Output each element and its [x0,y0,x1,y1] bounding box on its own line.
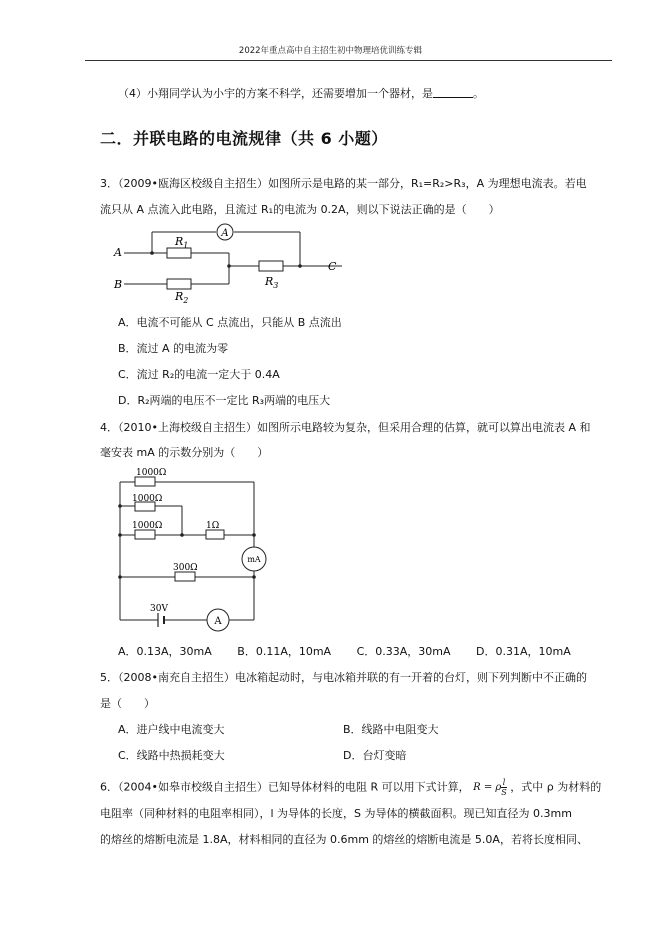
node-dot [252,533,256,537]
r-middle-label: 1000Ω [132,494,163,504]
node-dot [180,533,184,537]
q4-options [118,644,618,660]
node-dot [118,504,122,508]
q4-option-b: B．0.11A，10mA [237,645,332,658]
r-top-label: 1000Ω [136,468,167,478]
answer-blank [433,86,473,98]
header-rule [85,60,612,61]
node-dot [150,251,154,255]
q3-line2: 流只从 A 点流入此电路，且流过 R₁的电流为 0.2A，则以下说法正确的是（ ） [100,203,500,216]
r-small-label: 1Ω [206,521,220,531]
resistor-300ohm [175,572,195,581]
milliammeter-label: mA [247,555,261,564]
resistor-1ohm [206,530,224,539]
section-title: 二．并联电路的电流规律（共 6 小题） [100,129,388,148]
formula-lhs: R = ρ [473,782,502,793]
r3-resistor [259,261,283,271]
formula-denominator: S [501,788,507,797]
q3-circuit-diagram [112,222,352,304]
r-lower-label: 1000Ω [132,521,163,531]
q6-line2: 电阻率（同种材料的电阻率相同），l 为导体的长度，S 为导体的横截面积。现已知直径为 0.3mm [100,807,572,820]
node-dot [252,575,256,579]
q5-option-b: B．线路中电阻变大 [343,723,439,736]
q3-option-b: B．流过 A 的电流为零 [118,342,229,355]
r1-label: $R_1$ [175,235,189,250]
q3-option-a: A．电流不可能从 C 点流出，只能从 B 点流出 [118,316,342,329]
r2-resistor [167,279,191,289]
q4-option-c: C．0.33A，30mA [356,645,451,658]
q5-option-c: C．线路中热损耗变大 [118,749,225,762]
q4-line1: 4．（2010•上海校级自主招生）如图所示电路较为复杂，但采用合理的估算，就可以算出电流表 A 和 [100,421,591,434]
q5-option-a: A．进户线中电流变大 [118,723,225,736]
q4-circuit-diagram [110,462,270,634]
prev-item-line [118,86,638,102]
resistor-top [135,477,155,486]
r2-label: $R_2$ [175,290,189,304]
page-header: 2022年重点高中自主招生初中物理培优训练专辑 [238,46,423,56]
point-a-label: A [114,246,122,259]
q5-line1: 5．（2008•南充自主招生）电冰箱起动时，与电冰箱并联的有一开着的台灯，则下列判断中不正确的 [100,671,587,684]
ammeter-label: A [214,616,222,627]
ammeter-label: A [221,228,229,239]
q6-line3: 的熔丝的熔断电流是 1.8A，材料相同的直径为 0.6mm 的熔丝的熔断电流是 5.0A，若将长度相同、 [100,833,588,846]
q6-line1-end: ，式中 ρ 为材料的 [510,780,602,794]
resistor-lower [135,530,155,539]
q5-line2: 是（ ） [100,697,155,710]
formula-fraction [501,778,506,797]
r3-label: $R_3$ [265,275,279,290]
node-dot [227,264,231,268]
formula-numerator: l [502,778,506,787]
q3-option-d: D．R₂两端的电压不一定比 R₃两端的电压大 [118,394,331,407]
battery-label: 30V [150,604,168,614]
q4-option-a: A．0.13A，30mA [118,645,212,658]
q4-line2: 毫安表 mA 的示数分别为（ ） [100,446,269,459]
node-dot [118,533,122,537]
q3-line1: 3．（2009•瓯海区校级自主招生）如图所示是电路的某一部分，R₁=R₂>R₃，A 为理想电流表。若电 [100,177,587,190]
q4-option-d: D．0.31A，10mA [476,645,571,658]
q3-option-c: C．流过 R₂的电流一定大于 0.4A [118,368,280,381]
resistance-formula [473,778,507,797]
q5-option-d: D．台灯变暗 [343,749,407,762]
q6-line1 [100,778,620,797]
point-b-label: B [114,278,123,291]
node-dot [118,575,122,579]
node-dot [298,264,302,268]
point-c-label: C [328,260,337,273]
prev-item-end: 。 [473,87,484,100]
prev-item-text: （4）小翔同学认为小宇的方案不科学，还需要增加一个器材，是 [118,87,433,100]
r-300-label: 300Ω [173,563,198,573]
q6-line1-start: 6．（2004•如皋市校级自主招生）已知导体材料的电阻 R 可以用下式计算， [100,780,470,794]
